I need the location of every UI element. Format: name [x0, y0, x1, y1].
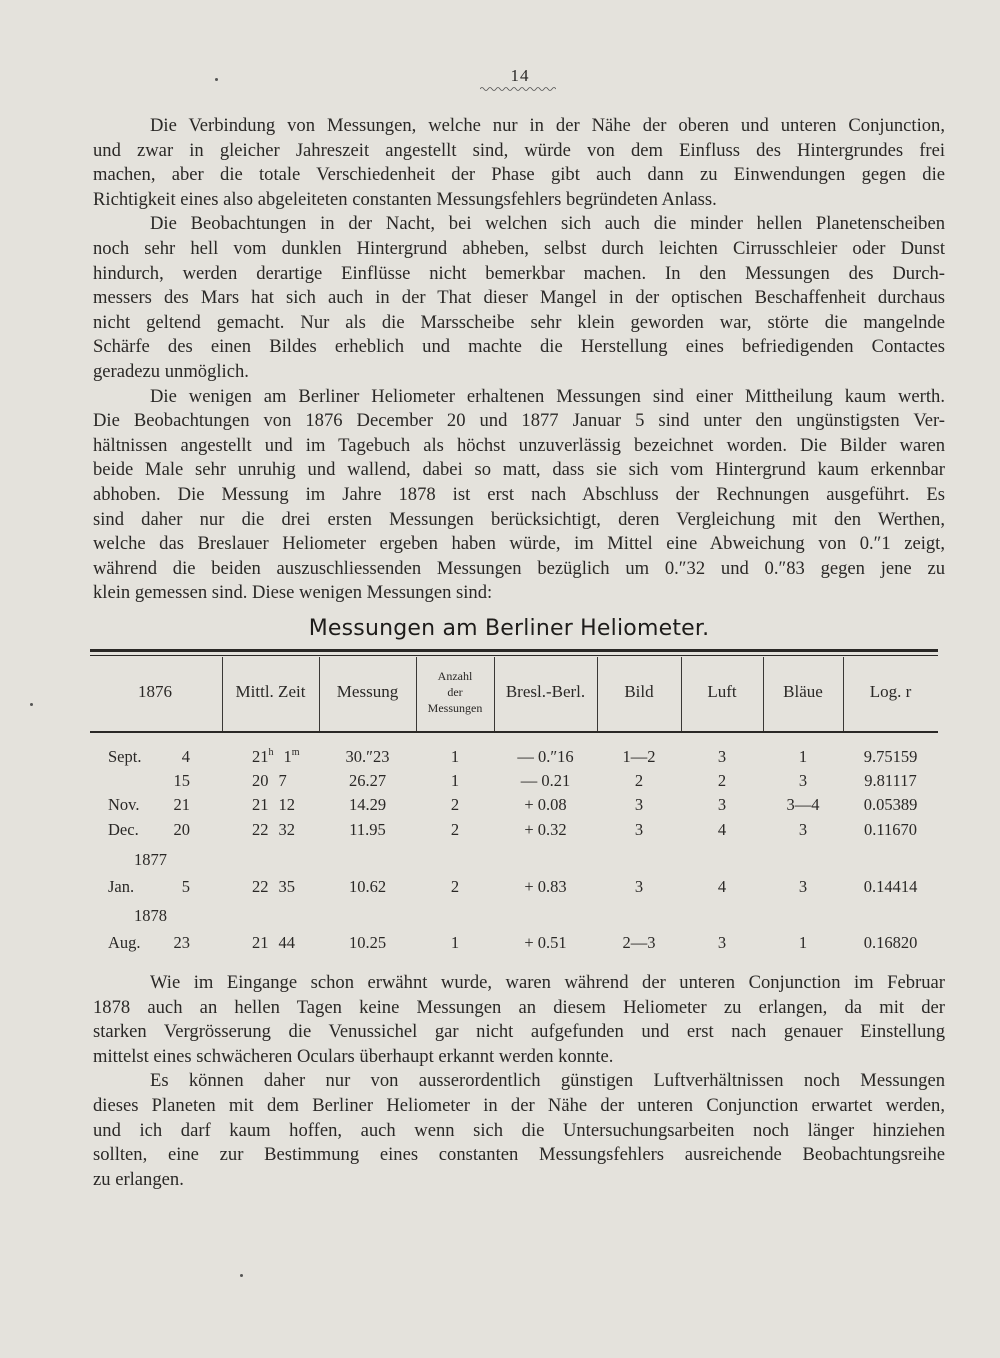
text-line: 1878 auch an hellen Tagen keine Messungen an diesem Heliometer zu erlangen, da mit der [93, 996, 945, 1018]
table-cell-anzahl: 1 [450, 933, 460, 952]
header-messung: Messung [336, 682, 399, 701]
text-line: zu erlangen. [93, 1168, 184, 1190]
text-line: messers des Mars hat sich auch in der That dieser Mangel in der optischen Beschaffenheit durchaus [93, 287, 945, 309]
table-cell-month: Nov. [108, 795, 140, 814]
table-cell-messung: 10.62 [348, 877, 387, 896]
text-line: Die wenigen am Berliner Heliometer erhaltenen Messungen sind einer Mittheilung kaum werth. [150, 385, 945, 407]
text-line: welche das Breslauer Heliometer ergeben haben würde, im Mittel eine Abweichung von 0.″1 zeigt, [93, 533, 945, 555]
table-cell-blaeue: 3—4 [786, 795, 820, 814]
time-hours: 20 [252, 771, 269, 790]
text-line: während die beiden auszuschliessenden Messungen bezüglich um 0.″32 und 0.″83 gegen jene zu [93, 557, 945, 579]
text-line: dieses Planeten mit dem Berliner Heliometer in der Nähe der unteren Conjunction erwartet werden, [93, 1094, 945, 1116]
speck-mark [30, 703, 33, 706]
table-cell-blaeue: 1 [798, 747, 808, 766]
text-line: Die Beobachtungen von 1876 December 20 und 1877 Januar 5 sind unter den ungünstigsten Ver- [93, 410, 945, 432]
body-text-lower [93, 971, 945, 1192]
text-line: mittelst eines schwächeren Oculars überhaupt erkannt werden konnte. [93, 1045, 614, 1067]
table-cell-diff: + 0.08 [524, 795, 567, 814]
table-cell-time [252, 820, 295, 840]
speck-mark [240, 1274, 243, 1277]
header-mittl-zeit: Mittl. Zeit [235, 682, 306, 701]
table-cell-bild: 2—3 [622, 933, 656, 952]
table-cell-bild: 2 [634, 771, 644, 790]
table-cell-messung: 26.27 [348, 771, 387, 790]
text-line: und ich darf kaum hoffen, auch wenn sich die Untersuchungsarbeiten noch länger hinziehen [93, 1119, 945, 1141]
time-minutes: 35 [278, 877, 295, 896]
table-cell-time [252, 795, 295, 815]
table-cell-logr: 0.14414 [863, 877, 918, 896]
table-cell-logr: 0.11670 [863, 820, 917, 839]
table-cell-month: Sept. [108, 747, 142, 766]
table-cell-day: 15 [173, 771, 190, 790]
time-hours-unit: h [268, 747, 274, 758]
table-cell-anzahl: 1 [450, 771, 460, 790]
table-cell-anzahl: 1 [450, 747, 460, 766]
text-line: sind daher nur die drei ersten Messungen berücksichtigt, deren Vergleichung mit den Werthen, [93, 508, 945, 530]
table-cell-blaeue: 3 [798, 877, 808, 896]
text-line: hältnissen angestellt und im Tagebuch als höchst unzuverlässig bezeichnet worden. Die Bilder waren [93, 434, 945, 456]
table-cell-diff: + 0.32 [524, 820, 567, 839]
page-number: 14 [510, 66, 530, 85]
text-line: Die Beobachtungen in der Nacht, bei welchen sich auch die minder hellen Planetenscheiben [150, 213, 945, 235]
table-cell-messung: 10.25 [348, 933, 387, 952]
table-cell-luft: 2 [717, 771, 727, 790]
table-cell-bild: 3 [634, 795, 644, 814]
table-cell-bild: 3 [634, 820, 644, 839]
table-cell-anzahl: 2 [450, 795, 460, 814]
text-line: noch sehr hell vom dunklen Hintergrund abheben, selbst durch leichten Cirrusschleier oder Dunst [93, 237, 945, 259]
text-line: hindurch, werden derartige Einflüsse nicht bemerkbar machen. In den Messungen des Durch- [93, 262, 945, 284]
text-line: sollten, eine zur Bestimmung eines constanten Messungsfehlers ausreichende Beobachtungsreihe [93, 1144, 945, 1166]
table-cell-month: Aug. [108, 933, 141, 952]
table-year-label: 1878 [134, 906, 167, 925]
table-cell-time [252, 771, 287, 791]
table-cell-messung: 14.29 [348, 795, 387, 814]
table-cell-messung: 30.″23 [345, 747, 390, 766]
body-text-upper [93, 114, 945, 606]
table-cell-month: Jan. [108, 877, 135, 896]
text-line: beide Male sehr unruhig und wallend, dabei so matt, dass sie sich vom Hintergrund kaum erkennbar [93, 459, 945, 481]
table-cell-bild: 1—2 [622, 747, 656, 766]
table-cell-day: 23 [173, 933, 190, 952]
table-year-label: 1877 [134, 850, 167, 869]
time-hours: 21 [252, 795, 269, 814]
text-line: starken Vergrösserung die Venussichel gar nicht aufgefunden und erst nach genauer Einstellung [93, 1021, 945, 1043]
text-line: klein gemessen sind. Diese wenigen Messungen sind: [93, 582, 493, 604]
time-minutes: 12 [278, 795, 295, 814]
table-cell-logr: 0.16820 [863, 933, 918, 952]
time-minutes: 44 [278, 933, 295, 952]
header-anzahl-line2: der [447, 685, 463, 699]
table-cell-day: 21 [173, 795, 190, 814]
header-log-r: Log. r [869, 682, 912, 701]
table-cell-messung: 11.95 [349, 820, 386, 839]
text-line: Die Verbindung von Messungen, welche nur in der Nähe der oberen und unteren Conjunction, [150, 115, 945, 136]
table-cell-blaeue: 3 [798, 820, 808, 839]
header-blaeue: Bläue [783, 682, 823, 701]
table-cell-luft: 4 [717, 820, 727, 839]
table-cell-time [252, 747, 300, 767]
table-cell-time [252, 933, 295, 953]
table-cell-luft: 3 [717, 795, 727, 814]
table-cell-month: Dec. [108, 820, 139, 839]
text-line: abhoben. Die Messung im Jahre 1878 ist erst nach Abschluss der Rechnungen ausgeführt. Es [93, 483, 945, 505]
table-title: Messungen am Berliner Heliometer. [308, 616, 710, 641]
table-cell-logr: 0.05389 [863, 795, 918, 814]
table-cell-day: 20 [173, 820, 190, 839]
table-cell-time [252, 877, 295, 897]
header-year: 1876 [138, 682, 172, 701]
header-anzahl-line1: Anzahl [437, 669, 473, 683]
header-bresl-berl: Bresl.-Berl. [505, 682, 586, 701]
table-cell-anzahl: 2 [450, 820, 460, 839]
text-line: Schärfe des einen Bildes erheblich und machte die Herstellung eines befriedigenden Contactes [93, 336, 945, 358]
table-top-rule-thick [90, 649, 938, 652]
table-cell-blaeue: 1 [798, 933, 808, 952]
text-line: nicht geltend gemacht. Nur als die Marsscheibe sehr klein geworden war, störte die mangelnde [93, 311, 945, 333]
table-cell-day: 4 [181, 747, 190, 766]
table-cell-diff: + 0.83 [524, 877, 567, 896]
table-top-rule-thin [90, 655, 938, 656]
header-anzahl-line3: Messungen [427, 701, 483, 715]
text-line: geradezu unmöglich. [93, 360, 249, 382]
text-line: Wie im Eingange schon erwähnt wurde, waren während der unteren Conjunction im Februar [150, 972, 945, 993]
time-hours: 22 [252, 877, 269, 896]
text-line: und zwar in gleicher Jahreszeit angestellt sind, würde von dem Einfluss des Hintergrundes frei [93, 139, 945, 161]
table-cell-blaeue: 3 [798, 771, 808, 790]
page-number-ornament [480, 86, 556, 92]
table-cell-diff: — 0.21 [520, 771, 571, 790]
time-minutes: 1 [283, 747, 292, 766]
time-hours: 21 [252, 747, 269, 766]
header-luft: Luft [707, 682, 737, 701]
table-cell-luft: 4 [717, 877, 727, 896]
table-header-rule [90, 731, 938, 733]
header-anzahl [416, 668, 494, 716]
table-cell-luft: 3 [717, 933, 727, 952]
table-cell-luft: 3 [717, 747, 727, 766]
text-line: Es können daher nur von ausserordentlich günstigen Luftverhältnissen noch Messungen [150, 1070, 945, 1092]
table-cell-day: 5 [181, 877, 190, 896]
table-cell-diff: + 0.51 [524, 933, 567, 952]
text-line: machen, aber die totale Verschiedenheit der Phase gibt auch dann zu Einwendungen gegen die [93, 164, 945, 186]
time-minutes-unit: m [291, 747, 300, 758]
text-line: Richtigkeit eines also abgeleiteten constanten Messungsfehlers begründeten Anlass. [93, 188, 717, 210]
header-bild: Bild [624, 682, 654, 701]
table-cell-anzahl: 2 [450, 877, 460, 896]
table-cell-diff: — 0.″16 [517, 747, 574, 766]
table-cell-logr: 9.81117 [864, 771, 917, 790]
time-minutes: 7 [278, 771, 287, 790]
time-hours: 21 [252, 933, 269, 952]
table-cell-bild: 3 [634, 877, 644, 896]
table-cell-logr: 9.75159 [863, 747, 918, 766]
time-minutes: 32 [278, 820, 295, 839]
time-hours: 22 [252, 820, 269, 839]
